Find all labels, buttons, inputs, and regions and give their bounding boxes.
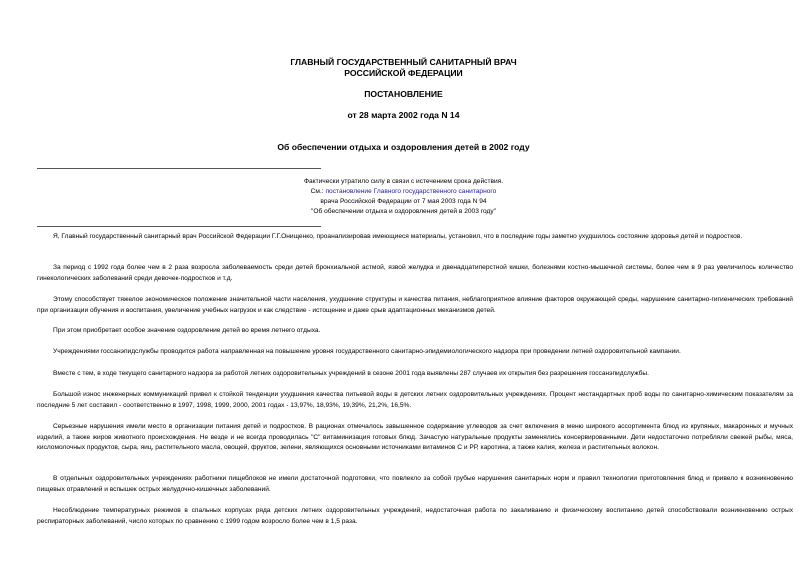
paragraph-4: При этом приобретает особое значение оздоровление детей во время летнего отдыха. (53, 327, 321, 334)
divider-top (37, 168, 321, 169)
issuer-line-2: РОССИЙСКОЙ ФЕДЕРАЦИИ (344, 68, 463, 78)
see-prefix: См.: (310, 188, 326, 195)
expired-note: Фактически утратило силу в связи с истечением срока действия. (303, 178, 504, 185)
divider-bottom (37, 226, 321, 227)
related-decree-link[interactable]: постановление Главного государственного санитарного (325, 188, 497, 195)
document-title: Об обеспечении отдыха и оздоровления детей в 2002 году (277, 142, 530, 152)
document-date-number: от 28 марта 2002 года N 14 (347, 110, 460, 120)
paragraph-5: Учреждениями госсанэпидслужбы проводится работа направленная на повышение уровня государственного санитарно-эпидемиологического надзора при проведении летней оздоровительной кампании. (53, 348, 681, 355)
paragraph-10: Несоблюдение температурных режимов в спальных корпусах ряда детских летних оздоровительных учреждений, недостаточная работа по закаливанию и физическому воспитанию детей способствовали возникновению острых респираторных заболеваний, число которых по сравнению с 1999 годом возросло более чем в 1,5 раза. (37, 507, 793, 525)
related-decree-link-line-3[interactable]: "Об обеспечении отдыха и оздоровления детей в 2003 году" (311, 208, 496, 215)
issuer-line-1: ГЛАВНЫЙ ГОСУДАРСТВЕННЫЙ САНИТАРНЫЙ ВРАЧ (290, 57, 517, 67)
see-also-line-1 (0, 187, 807, 197)
paragraph-6: Вместе с тем, в ходе текущего санитарного надзора за работой летних оздоровительных учреждений в сезоне 2001 года выявлены 287 случаев их открытия без разрешения госсанэпидслужбы. (53, 370, 649, 377)
paragraph-1: Я, Главный государственный санитарный врач Российской Федерации Г.Г.Онищенко, проанализировав имеющиеся материалы, установил, что в последние годы заметно ухудшилось состояние здоровья детей и подростков. (53, 233, 743, 240)
paragraph-9: В отдельных оздоровительных учреждениях работники пищеблоков не имели достаточной подготовки, что повлекло за собой грубые нарушения санитарных норм и правил технологии приготовления блюд и привело к возникновению пищевых отравлений и вспышек острых желудочно-кишечных заболеваний. (37, 475, 793, 493)
paragraph-2: За период с 1992 года более чем в 2 раза возросла заболеваемость среди детей бронхиальной астмой, язвой желудка и двенадцатиперстной кишки, болезнями костно-мышечной системы, более чем в 9 раз увеличилось количество гинекологических заболеваний среди девочек-подростков и т.д. (37, 264, 793, 282)
paragraph-3: Этому способствует тяжелое экономическое положение значительной части населения, ухудшение структуры и качества питания, неблагоприятное влияние факторов окружающей среды, нарушение санитарно-гигиенических требований при организации обучения и воспитания, увеличение учебных нагрузок и как следствие - истощение и даже срыв адаптационных механизмов детей. (37, 296, 793, 314)
paragraph-7: Большой износ инженерных коммуникаций привел к стойкой тенденции ухудшения качества питьевой воды в детских летних оздоровительных учреждениях. Процент нестандартных проб воды по санитарно-химическим показателям за последние 5 лет составил - соответственно в 1997, 1998, 1999, 2000, 2001 годах - 13,97%, 18,93%, 19,39%, 21,2%, 16,5%. (37, 391, 793, 409)
paragraph-8: Серьезные нарушения имели место в организации питания детей и подростков. В рационах отмечалось завышенное содержание углеводов за счет включения в меню широкого ассортимента блюд из крупяных, макаронных и мучных изделий, а также жиров животного происхождения. Не везде и не всегда проводилась "С" витаминизация готовых блюд. Зачастую натуральные продукты заменялись консервированными. Дети недостаточно потребляли свежей рыбы, мяса, кисломолочных продуктов, сыра, яиц, растительного масла, овощей, фруктов, зелени, являющихся основными источниками витаминов С и РР, каротина, а также калия, железа и растительных волокон. (37, 423, 793, 452)
related-decree-link-line-2[interactable]: врача Российской Федерации от 7 мая 2003 года N 94 (320, 198, 487, 205)
document-type: ПОСТАНОВЛЕНИЕ (364, 89, 443, 99)
